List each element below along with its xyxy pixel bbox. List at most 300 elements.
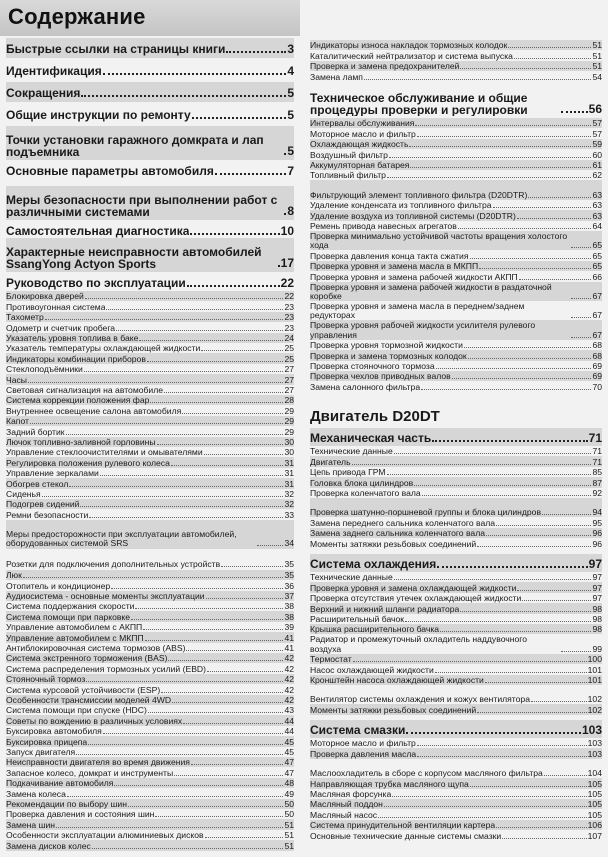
- toc-entry-label: Система смазки: [310, 723, 406, 737]
- toc-entry-label: Проверка стояночного тормоза: [310, 360, 435, 371]
- toc-entry-page: 69: [592, 360, 602, 371]
- toc-entry-label: Проверка давления конца такта сжатия: [310, 250, 469, 261]
- toc-entry-label: Противоугонная система: [6, 301, 106, 312]
- dot-leader: [111, 588, 283, 589]
- toc-entry-label: Система поддержания скорости: [6, 601, 135, 612]
- dot-leader: [452, 378, 592, 379]
- toc-entry-label: Головка блока цилиндров: [310, 477, 414, 488]
- toc-minor-entry[interactable]: [310, 467, 602, 477]
- toc-entry-page: 71: [588, 431, 602, 445]
- toc-entry-label: Замена салонного фильтра: [310, 381, 421, 392]
- dot-leader: [544, 775, 587, 776]
- toc-minor-entry[interactable]: [6, 509, 294, 519]
- dot-leader: [116, 330, 283, 331]
- toc-minor-entry[interactable]: [6, 374, 294, 384]
- toc-entry-page: 104: [587, 768, 602, 779]
- toc-minor-entry[interactable]: [6, 447, 294, 457]
- dot-leader: [92, 848, 284, 849]
- dot-leader: [352, 464, 592, 465]
- toc-entry-page: 69: [592, 371, 602, 382]
- toc-entry-label: Замена дисков колес: [6, 840, 91, 851]
- toc-minor-entry[interactable]: [310, 149, 602, 159]
- toc-minor-entry[interactable]: [310, 139, 602, 149]
- toc-entry-label: Система курсовой устойчивости (ESP): [6, 684, 161, 695]
- toc-minor-entry[interactable]: [310, 261, 602, 271]
- toc-minor-entry[interactable]: [6, 591, 294, 601]
- toc-entry-label: Неисправности двигателя во время движения: [6, 757, 190, 768]
- toc-minor-entry[interactable]: [6, 695, 294, 705]
- dot-leader: [135, 608, 283, 609]
- toc-entry-page: 45: [284, 746, 294, 757]
- toc-minor-entry[interactable]: [6, 611, 294, 621]
- toc-entry-page: 51: [592, 61, 602, 72]
- toc-minor-entry[interactable]: [310, 61, 602, 71]
- toc-entry-label: Проверка уровня и замена масла в МКПП: [310, 261, 479, 272]
- toc-entry-page: 28: [284, 395, 294, 406]
- dot-leader: [69, 486, 283, 487]
- toc-minor-entry[interactable]: [310, 128, 602, 138]
- toc-minor-entry[interactable]: [6, 364, 294, 374]
- toc-minor-entry[interactable]: [6, 622, 294, 632]
- toc-minor-entry[interactable]: [6, 385, 294, 395]
- dot-leader: [502, 838, 586, 839]
- toc-entry-label: Проверка коленчатого вала: [310, 487, 421, 498]
- dot-leader: [417, 756, 586, 757]
- toc-entry-page: 27: [284, 374, 294, 385]
- toc-minor-entry[interactable]: [310, 572, 602, 582]
- toc-minor-entry[interactable]: [310, 200, 602, 210]
- toc-minor-entry[interactable]: [6, 478, 294, 488]
- toc-entry-label: Охлаждающая жидкость: [310, 139, 409, 150]
- dot-leader: [394, 453, 592, 454]
- toc-minor-entry[interactable]: [310, 603, 602, 613]
- dot-leader: [201, 350, 283, 351]
- dot-leader: [168, 660, 283, 661]
- toc-entry-label: Насос охлаждающей жидкости: [310, 664, 434, 675]
- toc-major-entry[interactable]: [6, 162, 294, 178]
- toc-minor-entry[interactable]: [310, 340, 602, 350]
- page-title: Содержание: [8, 4, 146, 29]
- toc-minor-entry[interactable]: [310, 381, 602, 391]
- dot-leader: [517, 218, 592, 219]
- toc-entry-label: Сиденья: [6, 488, 41, 499]
- toc-major-entry[interactable]: [6, 106, 294, 122]
- toc-entry-label: Индикаторы износа накладок тормозных колодок: [310, 40, 508, 51]
- toc-entry-label: Проверка уровня рабочей жидкости усилителя рулевого управления: [310, 321, 536, 340]
- toc-major-entry[interactable]: [6, 128, 294, 158]
- section-heading-service[interactable]: [310, 86, 602, 116]
- toc-minor-entry[interactable]: [6, 778, 294, 788]
- dot-leader: [143, 629, 283, 630]
- dot-leader: [86, 681, 283, 682]
- toc-minor-entry[interactable]: [310, 614, 602, 624]
- dot-leader: [470, 786, 587, 787]
- toc-minor-entry[interactable]: [6, 767, 294, 777]
- toc-minor-entry[interactable]: [310, 498, 602, 517]
- toc-entry-label: Обогрев стекол: [6, 478, 69, 489]
- toc-entry-label: Подогрев сидений: [6, 499, 80, 510]
- toc-minor-entry[interactable]: [6, 809, 294, 819]
- toc-minor-entry[interactable]: [310, 180, 602, 199]
- toc-minor-entry[interactable]: [310, 654, 602, 664]
- dot-leader: [106, 309, 283, 310]
- toc-minor-entry[interactable]: [6, 520, 294, 549]
- dot-leader: [387, 177, 592, 178]
- toc-entry-page: 51: [592, 40, 602, 51]
- toc-minor-entry[interactable]: [6, 788, 294, 798]
- toc-minor-entry[interactable]: [6, 333, 294, 343]
- toc-entry-label: Основные технические данные системы смазки: [310, 830, 502, 841]
- toc-minor-entry[interactable]: [310, 748, 602, 758]
- section-heading-lubrication[interactable]: [310, 722, 602, 737]
- dot-leader: [192, 117, 287, 119]
- toc-entry-label: Точки установки гаражного домкрата и лап подъемника: [6, 134, 264, 158]
- toc-minor-entry[interactable]: [310, 271, 602, 281]
- toc-entry-label: Характерные неисправности автомобилей SsangYong Actyon Sports: [6, 246, 262, 270]
- toc-major-entry[interactable]: [6, 274, 294, 290]
- toc-entry-page: 65: [592, 240, 602, 251]
- toc-entry-label: Масляный насос: [310, 809, 378, 820]
- toc-entry-label: Ремень привода навесных агрегатов: [310, 220, 457, 231]
- toc-entry-label: Задний бортик: [6, 426, 65, 437]
- toc-minor-entry[interactable]: [310, 231, 602, 250]
- dot-leader: [204, 454, 284, 455]
- toc-entry-page: 96: [592, 528, 602, 539]
- toc-minor-entry[interactable]: [310, 789, 602, 799]
- dot-leader: [278, 265, 280, 267]
- toc-entry-label: Ремни безопасности: [6, 509, 89, 520]
- toc-minor-entry[interactable]: [6, 747, 294, 757]
- toc-entry-page: 92: [592, 487, 602, 498]
- dot-leader: [81, 95, 286, 97]
- toc-minor-entry[interactable]: [310, 221, 602, 231]
- toc-entry-label: Маслоохладитель в сборе с корпусом масляного фильтра: [310, 768, 543, 778]
- toc-minor-entry[interactable]: [310, 301, 602, 320]
- toc-entry-page: 44: [284, 726, 294, 737]
- toc-minor-entry[interactable]: [310, 446, 602, 456]
- toc-entry-page: 62: [592, 170, 602, 181]
- toc-entry-page: 56: [588, 102, 602, 116]
- toc-entry-label: Проверка минимально устойчивой частоты вращения холостого хода: [310, 231, 568, 251]
- toc-entry-page: 85: [592, 467, 602, 478]
- toc-entry-label: Антиблокировочная система тормозов (ABS): [6, 642, 186, 653]
- toc-minor-entry[interactable]: [310, 634, 602, 653]
- toc-entry-page: 106: [587, 820, 602, 831]
- toc-minor-entry[interactable]: [6, 322, 294, 332]
- toc-minor-entry[interactable]: [310, 250, 602, 260]
- toc-entry-page: 103: [587, 738, 602, 749]
- toc-minor-entry[interactable]: [6, 653, 294, 663]
- toc-major-entry[interactable]: [6, 188, 294, 218]
- toc-minor-entry[interactable]: [310, 809, 602, 819]
- toc-minor-entry[interactable]: [6, 489, 294, 499]
- toc-entry-label: Стеклоподъёмники: [6, 364, 83, 375]
- toc-entry-page: 87: [592, 477, 602, 488]
- toc-entry-label: Масляный поддон: [310, 799, 383, 810]
- toc-minor-entry[interactable]: [310, 664, 602, 674]
- toc-entry-page: 29: [284, 426, 294, 437]
- toc-entry-page: 42: [284, 653, 294, 664]
- toc-entry-label: Люк: [6, 570, 22, 581]
- toc-entry-page: 105: [587, 778, 602, 789]
- toc-minor-entry[interactable]: [6, 457, 294, 467]
- toc-entry-page: 32: [284, 488, 294, 499]
- toc-minor-entry[interactable]: [6, 353, 294, 363]
- toc-minor-entry[interactable]: [6, 426, 294, 436]
- dot-leader: [571, 337, 591, 338]
- toc-minor-entry[interactable]: [310, 170, 602, 180]
- dot-leader: [432, 440, 587, 442]
- dot-leader: [67, 796, 284, 797]
- toc-major-entry[interactable]: [6, 240, 294, 270]
- dot-leader: [150, 402, 283, 403]
- dot-leader: [42, 496, 284, 497]
- dot-leader: [409, 146, 591, 147]
- toc-minor-entry[interactable]: [310, 820, 602, 830]
- toc-minor-entry[interactable]: [310, 528, 602, 538]
- toc-minor-entry[interactable]: [6, 799, 294, 809]
- toc-minor-entry[interactable]: [6, 601, 294, 611]
- toc-entry-page: 25: [284, 353, 294, 364]
- dot-leader: [387, 474, 592, 475]
- section-heading-cooling[interactable]: [310, 556, 602, 571]
- toc-minor-entry[interactable]: [6, 830, 294, 840]
- toc-entry-page: 65: [592, 261, 602, 272]
- dot-leader: [437, 566, 587, 568]
- toc-entry-page: 71: [592, 456, 602, 467]
- toc-minor-entry[interactable]: [6, 416, 294, 426]
- toc-entry-label: Быстрые ссылки на страницы книги: [6, 42, 226, 56]
- toc-entry-page: 8: [287, 204, 294, 218]
- toc-entry-label: Стояночный тормоз: [6, 674, 86, 685]
- dot-leader: [517, 590, 591, 591]
- toc-minor-entry[interactable]: [310, 830, 602, 840]
- dot-leader: [571, 298, 591, 299]
- toc-entry-page: 29: [284, 416, 294, 427]
- toc-entry-page: 36: [284, 580, 294, 591]
- toc-minor-entry[interactable]: [310, 160, 602, 170]
- dot-leader: [183, 723, 283, 724]
- dot-leader: [66, 434, 284, 435]
- toc-entry-label: Интервалы обслуживания: [310, 118, 415, 129]
- toc-minor-entry[interactable]: [6, 312, 294, 322]
- toc-entry-label: Аудиосистема - основные моменты эксплуатации: [6, 590, 205, 601]
- toc-entry-page: 97: [592, 572, 602, 583]
- toc-minor-entry[interactable]: [310, 704, 602, 714]
- toc-entry-page: 97: [588, 557, 602, 571]
- toc-entry-label: Регулировка положения рулевого колеса: [6, 457, 170, 468]
- toc-minor-entry[interactable]: [310, 582, 602, 592]
- toc-minor-entry[interactable]: [310, 40, 602, 50]
- toc-entry-label: Розетки для подключения дополнительных устройств: [6, 559, 221, 569]
- toc-entry-label: Масляная форсунка: [310, 788, 392, 799]
- dot-leader: [571, 247, 591, 248]
- toc-minor-entry[interactable]: [310, 799, 602, 809]
- dot-leader: [80, 506, 283, 507]
- toc-entry-label: Расширительный бачок: [310, 613, 405, 624]
- toc-minor-entry[interactable]: [6, 499, 294, 509]
- toc-entry-label: Моторное масло и фильтр: [310, 738, 416, 749]
- dot-leader: [128, 806, 283, 807]
- toc-entry-page: 10: [280, 224, 294, 238]
- dot-leader: [496, 827, 587, 828]
- toc-entry-page: 27: [284, 364, 294, 375]
- dot-leader: [56, 827, 283, 828]
- toc-minor-entry[interactable]: [310, 350, 602, 360]
- toc-entry-page: 105: [587, 788, 602, 799]
- toc-minor-entry[interactable]: [6, 705, 294, 715]
- toc-entry-label: Радиатор и промежуточный охладитель наддувочного воздуха: [310, 635, 528, 654]
- dot-leader: [417, 136, 592, 137]
- dot-leader: [364, 79, 592, 80]
- toc-entry-page: 42: [284, 694, 294, 705]
- toc-minor-entry[interactable]: [6, 291, 294, 301]
- toc-entry-page: 103: [587, 748, 602, 759]
- toc-entry-label: Топливный фильтр: [310, 170, 386, 181]
- toc-minor-entry[interactable]: [6, 405, 294, 415]
- toc-minor-entry[interactable]: [6, 757, 294, 767]
- toc-minor-entry[interactable]: [6, 736, 294, 746]
- dot-leader: [458, 228, 592, 229]
- toc-entry-label: Подкачивание автомобиля: [6, 778, 114, 789]
- toc-minor-entry[interactable]: [310, 477, 602, 487]
- toc-entry-label: Идентификация: [6, 64, 102, 78]
- dot-leader: [468, 358, 592, 359]
- dot-leader: [85, 298, 284, 299]
- toc-minor-entry[interactable]: [310, 320, 602, 339]
- toc-entry-page: 5: [287, 108, 294, 122]
- toc-entry-label: Техническое обслуживание и общие процедуры проверки и регулировки: [310, 92, 528, 116]
- toc-minor-entry[interactable]: [6, 726, 294, 736]
- toc-minor-entry[interactable]: [310, 738, 602, 748]
- toc-entry-label: Индикаторы комбинации приборов: [6, 353, 146, 364]
- toc-entry-page: 98: [592, 603, 602, 614]
- toc-minor-entry[interactable]: [310, 371, 602, 381]
- toc-entry-page: 66: [592, 271, 602, 282]
- toc-minor-entry[interactable]: [310, 488, 602, 498]
- toc-minor-entry[interactable]: [6, 663, 294, 673]
- toc-entry-label: Кронштейн насоса охлаждающей жидкости: [310, 674, 484, 685]
- toc-minor-entry[interactable]: [310, 361, 602, 371]
- toc-entry-page: 24: [284, 332, 294, 343]
- toc-minor-entry[interactable]: [310, 624, 602, 634]
- toc-minor-entry[interactable]: [6, 468, 294, 478]
- toc-minor-entry[interactable]: [310, 118, 602, 128]
- dot-leader: [561, 111, 588, 113]
- toc-minor-entry[interactable]: [6, 343, 294, 353]
- dot-leader: [145, 640, 284, 641]
- toc-minor-entry[interactable]: [6, 580, 294, 590]
- toc-major-entry[interactable]: [6, 222, 294, 238]
- dot-leader: [405, 621, 591, 622]
- toc-minor-entry[interactable]: [6, 437, 294, 447]
- toc-entry-page: 61: [592, 159, 602, 170]
- toc-entry-label: Фильтрующий элемент топливного фильтра (D20DTR): [310, 190, 528, 200]
- toc-minor-entry[interactable]: [310, 282, 602, 301]
- dot-leader: [257, 545, 283, 546]
- toc-entry-label: Направляющая трубка масляного щупа: [310, 778, 469, 789]
- toc-minor-entry[interactable]: [6, 549, 294, 568]
- section-heading-mechanics[interactable]: [310, 430, 602, 445]
- toc-entry-page: 38: [284, 611, 294, 622]
- toc-major-entry[interactable]: [6, 62, 294, 78]
- toc-entry-label: Руководство по эксплуатации: [6, 276, 186, 290]
- toc-minor-entry[interactable]: [6, 674, 294, 684]
- toc-entry-label: Особенности эксплуатации алюминиевых дисков: [6, 830, 204, 841]
- toc-entry-label: Удаление воздуха из топливной системы (D20DTR): [310, 210, 516, 221]
- toc-minor-entry[interactable]: [310, 778, 602, 788]
- toc-entry-page: 5: [287, 144, 294, 158]
- toc-entry-page: 34: [284, 538, 294, 549]
- toc-minor-entry[interactable]: [310, 675, 602, 685]
- toc-entry-page: 47: [284, 767, 294, 778]
- toc-entry-page: 38: [284, 601, 294, 612]
- toc-minor-entry[interactable]: [310, 538, 602, 548]
- toc-minor-entry[interactable]: [6, 632, 294, 642]
- toc-entry-page: 31: [284, 478, 294, 489]
- toc-minor-entry[interactable]: [6, 715, 294, 725]
- toc-minor-entry[interactable]: [310, 517, 602, 527]
- toc-minor-entry[interactable]: [6, 301, 294, 311]
- toc-entry-page: 23: [284, 301, 294, 312]
- toc-entry-label: Проверка уровня и замена масла в переднем/заднем редукторах: [310, 301, 525, 321]
- toc-entry-label: Общие инструкции по ремонту: [6, 108, 191, 122]
- toc-minor-entry[interactable]: [6, 395, 294, 405]
- toc-entry-label: Система принудительной вентиляции картера: [310, 820, 496, 831]
- toc-entry-page: 51: [284, 830, 294, 841]
- toc-entry-page: 33: [284, 509, 294, 520]
- toc-entry-label: Отопитель и кондиционер: [6, 580, 111, 591]
- toc-minor-entry[interactable]: [310, 50, 602, 60]
- dot-leader: [392, 796, 586, 797]
- toc-minor-entry[interactable]: [6, 643, 294, 653]
- toc-minor-entry[interactable]: [6, 684, 294, 694]
- toc-entry-page: 22: [280, 276, 294, 290]
- dot-leader: [190, 233, 279, 235]
- toc-minor-entry[interactable]: [310, 71, 602, 81]
- toc-entry-label: Проверка давления и состояния шин: [6, 809, 155, 820]
- toc-entry-label: Проверка отсутствия утечек охлаждающей жидкости: [310, 593, 522, 604]
- toc-entry-label: Сокращения: [6, 86, 81, 100]
- dot-leader: [284, 153, 286, 155]
- toc-minor-entry[interactable]: [6, 840, 294, 850]
- toc-major-entry[interactable]: [6, 84, 294, 100]
- toc-minor-entry[interactable]: [310, 759, 602, 778]
- toc-minor-entry[interactable]: [310, 456, 602, 466]
- dot-leader: [161, 692, 283, 693]
- toc-minor-entry[interactable]: [6, 570, 294, 580]
- toc-entry-page: 67: [592, 310, 602, 321]
- toc-minor-entry[interactable]: [310, 685, 602, 704]
- toc-entry-page: 37: [284, 590, 294, 601]
- dot-leader: [415, 125, 591, 126]
- toc-entry-label: Капот: [6, 416, 29, 427]
- toc-entry-label: Основные параметры автомобиля: [6, 164, 214, 178]
- toc-minor-entry[interactable]: [310, 210, 602, 220]
- toc-major-entry[interactable]: [6, 40, 294, 56]
- toc-entry-page: 47: [284, 757, 294, 768]
- toc-minor-entry[interactable]: [310, 593, 602, 603]
- toc-minor-entry[interactable]: [6, 819, 294, 829]
- toc-entry-label: Рекомендации по выбору шин: [6, 798, 127, 809]
- dot-leader: [28, 382, 283, 383]
- dot-leader: [284, 213, 286, 215]
- toc-entry-page: 23: [284, 322, 294, 333]
- toc-entry-label: Моторное масло и фильтр: [310, 128, 416, 139]
- toc-entry-page: 31: [284, 457, 294, 468]
- toc-entry-label: Управление стеклоочистителями и омывателями: [6, 447, 203, 458]
- dot-leader: [148, 712, 284, 713]
